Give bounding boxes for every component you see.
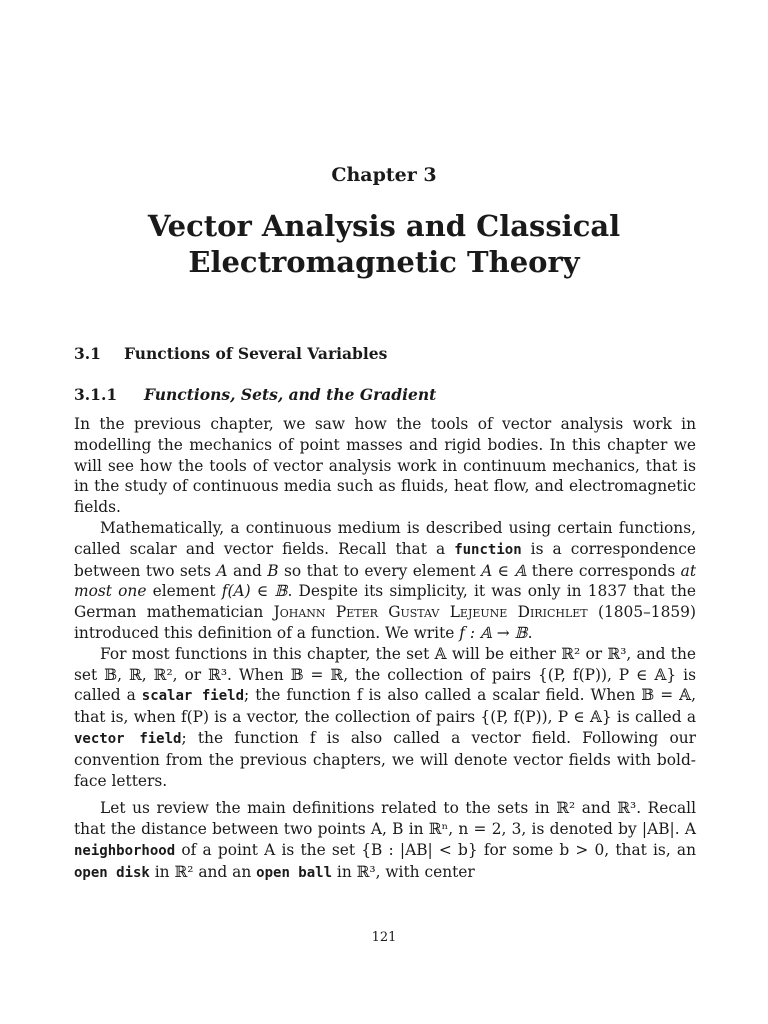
subsection-number: 3.1.1	[74, 385, 118, 404]
section-heading	[74, 344, 694, 363]
person-name: Johann Peter Gustav Lejeune Dirichlet	[273, 603, 588, 622]
term-open-disk: open disk	[74, 864, 150, 881]
paragraph-3: For most functions in this chapter, the set 𝔸 will be either ℝ² or ℝ³, and the set 𝔹, ℝ, ℝ², or ℝ³. When 𝔹 = ℝ, the collection of pairs {(P, f(P)), P ∈ 𝔸} is called a scalar field; the function f is also called a scalar field. When 𝔹 = 𝔸, that is, when f(P) is a vector, the collection of pairs {(P, f(P)), P ∈ 𝔸} is called a vector field; the function f is also called a vector field. Following our convention from the previous chapters, we will denote vector fields with bold-face letters.	[74, 644, 696, 790]
page-number: 121	[371, 930, 397, 945]
body-text	[74, 414, 696, 884]
paragraph-1: In the previous chapter, we saw how the tools of vector analysis work in modelling the mechanics of point masses and rigid bodies. In this chapter we will see how the tools of vector analysis work in continuum mechanics, that is in the study of continuous media such as fluids, heat flow, and electromagnetic fields.	[74, 415, 696, 517]
term-vector-field: vector field	[74, 730, 182, 747]
chapter-title-line1: Vector Analysis and Classical	[147, 209, 621, 243]
section-number: 3.1	[74, 344, 101, 363]
emphasis-at-most-one: at most one	[74, 561, 697, 601]
paragraph-2: Mathematically, a continuous medium is described using certain functions, called scalar and vector fields. Recall that a function is a correspondence between two sets A and B so that to every element A ∈ 𝔸 there corresponds at most one element f(A) ∈ 𝔹. Despite its simplicity, it was only in 1837 that the German mathematician Johann Peter Gustav Lejeune Dirichlet (1805–1859) introduced this definition of a function. We write f : 𝔸 → 𝔹.	[74, 518, 697, 642]
subsection-title: Functions, Sets, and the Gradient	[144, 385, 437, 404]
term-open-ball: open ball	[256, 864, 333, 881]
term-neighborhood: neighborhood	[74, 842, 176, 859]
chapter-label: Chapter 3	[331, 164, 437, 186]
term-scalar-field: scalar field	[141, 688, 245, 705]
paragraph-4: Let us review the main definitions related to the sets in ℝ² and ℝ³. Recall that the distance between two points A, B in ℝⁿ, n = 2, 3, is denoted by |AB|. A neighborhood of a point A is the set {B : |AB| < b} for some b > 0, that is, an open disk in ℝ² and an open ball in ℝ³, with center	[74, 799, 696, 881]
subsection-heading	[74, 385, 694, 404]
term-function: function	[454, 541, 522, 558]
chapter-title	[0, 208, 768, 280]
chapter-title-line2: Electromagnetic Theory	[188, 245, 580, 279]
section-title: Functions of Several Variables	[124, 344, 388, 363]
